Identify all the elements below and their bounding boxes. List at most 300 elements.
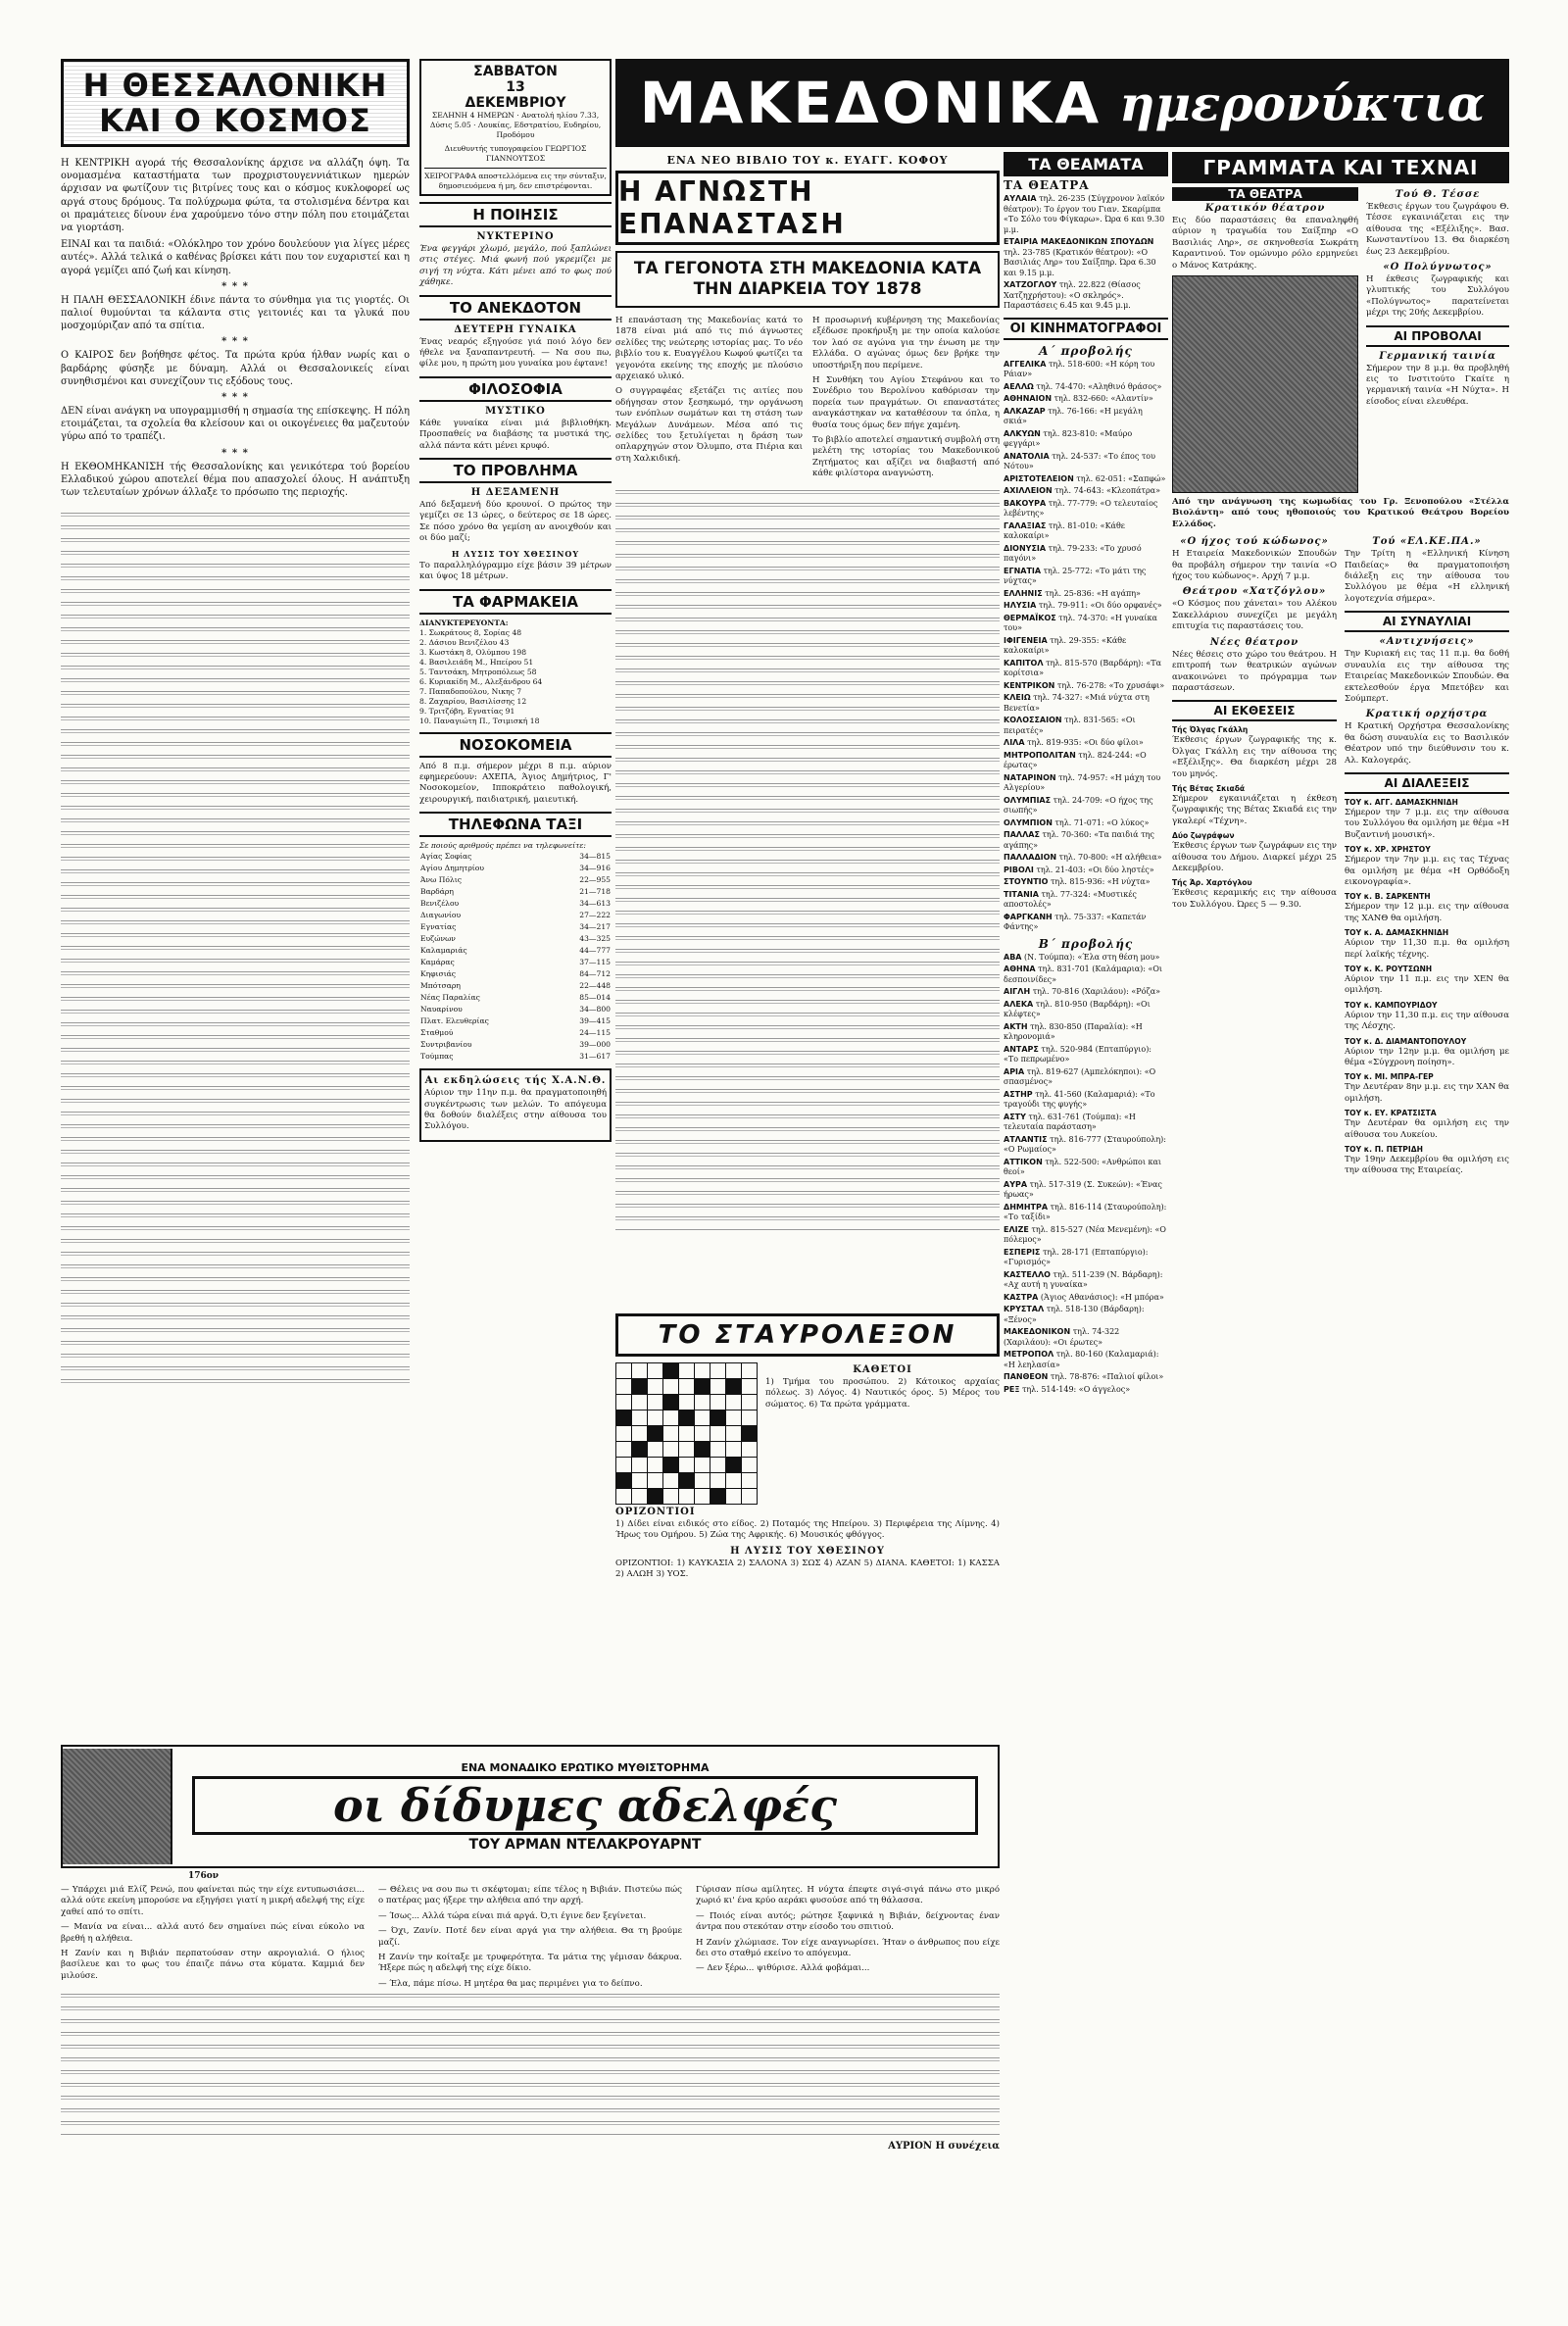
crossword-cell[interactable] [679,1473,695,1489]
cinema-name: ΣΤΟΥΝΤΙΟ [1004,877,1049,886]
article-body: Η ΚΕΝΤΡΙΚΗ αγορά τής Θεσσαλονίκης άρχισε να αλλάζη όψη. Τα ονομασμένα καταστήματα των προχριστουγεννιάτικων ημερών άρχισαν να φωτίζουν τις βιτρίνες τους και ο κόσμος κυκλοφορεί ως αργά στους δρόμους. Τα πολύχρωμα φώτα, τα στολισμένα δέντρα και οι πραμάτειες δίνουν ένα χαρούμενο τόνο στην πόλη που ετοιμάζεται να γιορτάση. ΕΙΝΑΙ και τα παιδιά: «Ολόκληρο τον χρόνο δουλεύουν για λίγες μέρες αυτές». Αλλά τελικά ο καθένας βρίσκει κάτι που τον ευχαριστεί και η αγορά γεμίζει από ζωή και κίνηση. * * * Η ΠΑΛΗ ΘΕΣΣΑΛΟΝΙΚΗ έδινε πάντα το σύνθημα για τις γιορτές. Οι παλιοί θυμούνται τα κάλαντα στις γειτονιές και τα γλυκά που μοσχομύριζαν από τα σπίτια. * * * Ο ΚΑΙΡΟΣ δεν βοήθησε φέτος. Τα πρώτα κρύα ήλθαν νωρίς και ο βαρδάρης φύσηξε με δύναμη. Αλλά οι Θεσσαλονικείς είναι συνηθισμένοι και συνεχίζουν τις εξόδους τους. * * * ΔΕΝ είναι ανάγκη να υπογραμμισθή η σημασία της επίσκεψης. Η πόλη ετοιμάζεται, τα σχολεία θα κλείσουν και οι οικογένειες θα μαζευτούν γύρω από το τραπέζι. * * * Η ΕΚΘΟΜΗΚΑΝΙΣΗ τής Θεσσαλονίκης και γενικότερα τού βορείου Ελλαδικού χώρου αποτελεί θέμα που απασχολεί όλους. Η ανάπτυξη των τελευταίων χρόνων άλλαξε το πρόσωπο της περιοχής. [61,157,410,1391]
cinema-program: τηλ. 819-935: «Οι δύο φίλοι» [1027,738,1144,747]
taxi-phone: 24—115 [579,1028,611,1038]
crossword-cell[interactable] [726,1410,742,1426]
crossword-cell[interactable] [648,1458,663,1473]
cinema-program: τηλ. 80-160 (Καλαμαριά): «Η λεηλασία» [1004,1350,1159,1369]
crossword-cell[interactable] [679,1442,695,1458]
crossword-cell[interactable] [742,1410,758,1426]
crossword-cell[interactable] [632,1426,648,1442]
cinema-program: τηλ. 824-244: «Ο έρωτας» [1004,750,1147,769]
list-item [1004,890,1168,911]
crossword-cell[interactable] [616,1363,632,1379]
paragraph: Η Συνθήκη του Αγίου Στεφάνου και το Συνέδριο του Βερολίνου καθόρισαν την πορεία των πραγμάτων. Οι επαναστάτες αναγκάστηκαν να καταθέσουν τα όπλα, η θυσία τους όμως δεν πήγε χαμένη. [812,375,1000,430]
crossword-cell[interactable] [616,1395,632,1410]
list-item [1004,1135,1168,1156]
paragraph: — Ποιός είναι αυτός; ρώτησε ξαφνικά η Βιβιάν, δείχνοντας έναν άντρα που στεκόταν στην είσοδο του σπιτιού. [696,1910,1000,1933]
cinema-program: τηλ. 832-660: «Αλαντίν» [1054,394,1153,403]
cinema-name: ΚΑΣΤΕΛΛΟ [1004,1269,1051,1279]
paragraph: — Θέλεις να σου πω τι σκέφτομαι; είπε τέλος η Βιβιάν. Πιστεύω πώς ο πατέρας μας ήξερε την αλήθεια από την αρχή. [378,1885,682,1906]
list-item [1004,429,1168,450]
crossword-cell[interactable] [679,1458,695,1473]
cinema-program: τηλ. 816-777 (Σταυρούπολη): «Ο Ρωμαίος» [1004,1134,1166,1154]
crossword-cell[interactable] [679,1489,695,1505]
crossword-cell[interactable] [742,1442,758,1458]
cinema-program: τηλ. 78-876: «Παλιοί φίλοι» [1050,1372,1164,1381]
paragraph: — Ίσως... Αλλά τώρα είναι πιά αργά. Ό,τι έγινε δεν ξεγίνεται. [378,1910,647,1921]
crossword-cell[interactable] [695,1426,710,1442]
paragraph: Ο συγγραφέας εξετάζει τις αιτίες που οδήγησαν στον ξεσηκωμό, την οργάνωση των ενόπλων σωμάτων και τη στάση των Μεγάλων Δυνάμεων. Μέσα από τις σελίδες του ξετυλίγεται η δράση των οπλαρχηγών στον Όλυμπο, στα Πιέρια και στη Χαλκιδική. [615,386,803,464]
crossword-cell[interactable] [648,1395,663,1410]
crossword-grid[interactable] [615,1362,758,1505]
sound-title: «Ο ήχος τού κώδωνος» [1180,536,1329,548]
poetry-text: Ένα φεγγάρι χλωμό, μεγάλο, πού ξαπλώνει στις στέγες. Μιά φωνή πού γκρεμίζει με σιγή τη νύχτα. Κάτι μένει από το φως πού χάθηκε. [419,244,612,288]
cinema-name: ΚΑΣΤΡΑ [1004,1292,1039,1302]
taxi-stand: Διαγωνίου [420,911,462,920]
crossword-cell[interactable] [726,1379,742,1395]
feature-headline-box [615,251,1000,308]
item-text: Σήμερον εγκαινιάζεται η έκθεση ζωγραφικής της Βέτας Σκιαδά εις την γκαλερί «Τέχνη». [1172,793,1337,826]
list-item: 4. Βασιλειάδη Μ., Ηπείρου 51 [419,657,534,667]
pharmacy-list [419,628,612,726]
cinema-program: τηλ. 70-360: «Τα παιδιά της αγάπης» [1004,830,1154,850]
crossword-cell[interactable] [648,1489,663,1505]
arts-theatre-text: Εις δύο παραστάσεις θα επαναληφθή αύριον η τραγωδία του Σαίξπηρ «Ο Βασιλιάς Ληρ», σε σκηνοθεσία Σωκράτη Καραντινού. Τον ομώνυμο ρόλο ερμηνεύει ο Μάνος Κατράκης. [1172,216,1358,271]
concerts-title: ΑΙ ΣΥΝΑΥΛΙΑΙ [1345,611,1509,632]
crossword-cell[interactable] [695,1473,710,1489]
list-item: 9. Τριτζόβη, Εγνατίας 91 [419,706,515,716]
crossword-cell[interactable] [679,1379,695,1395]
taxi-stand: Ευζώνων [420,934,456,944]
table-row [419,1051,612,1063]
cinema-program: τηλ. 79-911: «Οι δύο ορφανές» [1038,601,1162,610]
paragraph: Η επανάσταση της Μακεδονίας κατά το 1878 είναι μιά από τις πιό άγνωστες σελίδες της νεώτερης ιστορίας μας. Το νέο βιβλίο του κ. Ευαγγέλου Κωφού φωτίζει τα γεγονότα εκείνης της εποχής με πλούσιο αρχειακό υλικό. [615,316,803,382]
list-item [1004,499,1168,520]
cinema-program: τηλ. 62-051: «Σαπφώ» [1076,473,1166,483]
crossword-cell[interactable] [616,1489,632,1505]
crossword-cell[interactable] [616,1442,632,1458]
crossword-cell[interactable] [616,1458,632,1473]
cinema-program: τηλ. 79-233: «Το χρυσό παγόνι» [1004,543,1142,563]
item-heading: ΤΟΥ κ. Β. ΣΑΡΚΕΝΤΗ [1345,892,1431,902]
table-row [419,980,612,992]
taxi-phone: 37—115 [579,958,611,967]
taxi-phone: 39—000 [579,1040,611,1050]
cinema-program: τηλ. 24-537: «Το έπος του Νότου» [1004,451,1155,470]
cinema-name: ΦΑΡΓΚΑΝΗ [1004,912,1053,921]
cinema-name: ΚΡΥΣΤΑΛ [1004,1305,1045,1313]
cinema-program: τηλ. 77-779: «Ο τελευταίος λεβέντης» [1004,498,1158,518]
cinema-name: ΔΗΜΗΤΡΑ [1004,1202,1049,1212]
problem-subtitle: Η ΔΕΞΑΜΕΝΗ [470,487,561,499]
crossword-cell[interactable] [679,1426,695,1442]
sound-text: Η Εταιρεία Μακεδονικών Σπουδών θα προβάλη σήμερον την ταινία «Ο ήχος του κώδωνος». Αρχή 7 μ.μ. [1172,549,1337,582]
cinema-program: τηλ. 520-984 (Επταπύργιο): «Το πεπρωμένο» [1004,1044,1152,1064]
serial-kicker: ΕΝΑ ΜΟΝΑΔΙΚΟ ΕΡΩΤΙΚΟ ΜΥΘΙΣΤΟΡΗΜΑ [461,1760,710,1774]
cinema-program: τηλ. 631-761 (Τούμπα): «Η τελευταία παράσταση» [1004,1112,1136,1131]
taxi-phone: 39—415 [579,1016,611,1026]
crossword-cell[interactable] [616,1473,632,1489]
taxi-phone: 43—325 [579,934,611,944]
crossword-cell[interactable] [632,1458,648,1473]
list-item [1004,589,1168,600]
crossword-cell[interactable] [648,1426,663,1442]
cinema-program: τηλ. 71-071: «Ο λύκος» [1054,817,1150,827]
text-filler [615,486,1000,1231]
paragraph: — Δεν ξέρω... ψιθύρισε. Αλλά φοβάμαι... [696,1963,870,1974]
crossword-cell[interactable] [695,1410,710,1426]
paragraph: — Μανία να είναι... αλλά αυτό δεν σημαίνει πώς είναι εύκολο να βρεθή η αλήθεια. [61,1922,365,1944]
table-row [419,851,612,863]
cinema-name: ΜΕΤΡΟΠΟΛ [1004,1350,1054,1359]
serial-footer: ΑΥΡΙΟΝ Η συνέχεια [888,2141,1000,2153]
crossword-cell[interactable] [710,1395,726,1410]
cinema-name: ΕΛΛΗΝΙΣ [1004,588,1043,598]
item-heading: ΤΟΥ κ. Π. ΠΕΤΡΙΔΗ [1345,1145,1423,1155]
crossword-cell[interactable] [726,1426,742,1442]
crossword-cell[interactable] [679,1363,695,1379]
problem-title: ΤΟ ΠΡΟΒΛΗΜΑ [419,458,612,483]
feature-title-box [615,171,1000,245]
crossword-cell[interactable] [742,1426,758,1442]
cinema-name: ΑΘΗΝΑ [1004,965,1036,973]
cinema-program: τηλ. 70-816 (Χαριλάου): «Ρόζα» [1032,987,1161,996]
serial-novel [61,1745,1000,2294]
concerts-text: Την Κυριακή εις τας 11 π.μ. θα δοθή συναυλία εις την αίθουσα της Εταιρείας Μακεδονικών Σπουδών. Θα εκτελεσθούν έργα Μπετόβεν και Σούμπερτ. [1345,649,1509,704]
taxi-phone: 21—718 [579,887,611,897]
crossword-cell[interactable] [726,1395,742,1410]
feature-kicker: ΕΝΑ ΝΕΟ ΒΙΒΛΙΟ ΤΟΥ κ. ΕΥΑΓΓ. ΚΟΦΟΥ [666,154,949,167]
taxi-phone: 84—712 [579,969,611,979]
crossword-cell[interactable] [632,1489,648,1505]
item-text: Σήμερον την 7 μ.μ. εις την αίθουσα του Συλλόγου θα ομιλήση με θέμα «Η Βυζαντινή μουσική». [1345,807,1509,840]
crossword-cell[interactable] [632,1442,648,1458]
item-heading: Δύο ζωγράφων [1172,831,1235,841]
cinema-program: τηλ. 830-850 (Παραλία): «Η κληρονομιά» [1004,1021,1143,1041]
taxi-phone: 34—217 [579,922,611,932]
crossword-solution-title: Η ΛΥΣΙΣ ΤΟΥ ΧΘΕΣΙΝΟΥ [730,1545,885,1557]
list-item [1004,693,1168,714]
crossword-cell[interactable] [663,1458,679,1473]
cinema-name: ΚΑΠΙΤΟΛ [1004,658,1044,668]
column-info [419,59,612,1784]
club-title: Αι εκδηλώσεις τής Χ.Α.Ν.Θ. [424,1075,607,1087]
date-day: 13 [506,79,525,95]
pharmacies-title: ΤΑ ΦΑΡΜΑΚΕΙΑ [419,589,612,615]
item-text: Την 19ην Δεκεμβρίου θα ομιλήση εις την αίθουσα της Εταιρείας. [1345,1155,1509,1176]
list-item [1004,1158,1168,1178]
crossword-cell[interactable] [632,1410,648,1426]
list-item [1004,1022,1168,1043]
crossword-cell[interactable] [742,1473,758,1489]
crossword-cell[interactable] [742,1489,758,1505]
list-item [1004,452,1168,472]
cinema-program: τηλ. 74-470: «Αληθινό θράσος» [1036,381,1162,391]
taxi-stand: Αγίας Σοφίας [420,852,472,862]
crossword-cell[interactable] [710,1410,726,1426]
elkepa-text: Την Τρίτη η «Ελληνική Κίνηση Παιδείας» θα πραγματοποιήση διάλεξη εις την αίθουσα του Συλλόγου με θέμα «Η ελληνική λογοτεχνία σήμερα». [1345,549,1509,604]
list-item [1004,681,1168,692]
list-item [1004,965,1168,985]
list-item [1004,773,1168,794]
crossword-cell[interactable] [663,1395,679,1410]
elkepa-title: Τού «ΕΛ.ΚΕ.ΠΑ.» [1372,536,1482,548]
list-item [1004,1305,1168,1325]
crossword-cell[interactable] [695,1442,710,1458]
list-item: 2. Δάσιου Βενιζέλου 43 [419,637,510,647]
crossword-across-clues: 1) Δίδει είναι ειδικός στο είδος. 2) Ποταμός της Ηπείρου. 3) Περιφέρεια της Λίμνης. 4) Ήρως του Ομήρου. 5) Ζώα της Αφρικής. 6) Μουσικός φθόγγος. [615,1519,1000,1541]
item-heading: ΤΟΥ κ. ΚΑΜΠΟΥΡΙΔΟΥ [1345,1000,1438,1010]
cinema-name: ΕΣΠΕΡΙΣ [1004,1247,1041,1257]
cinema-name: ΡΕΞ [1004,1384,1020,1394]
cinema-program: τηλ. 518-600: «Η κόρη του Ράιαν» [1004,359,1155,378]
item-heading: ΤΟΥ κ. Δ. ΔΙΑΜΑΝΤΟΠΟΥΛΟΥ [1345,1036,1467,1046]
crossword-cell[interactable] [695,1458,710,1473]
serial-author: ΤΟΥ ΑΡΜΑΝ ΝΤΕΛΑΚΡΟΥΑΡΝΤ [468,1836,702,1853]
taxi-stand: Καλαμαριάς [420,946,467,956]
crossword-cell[interactable] [648,1410,663,1426]
list-item [1004,1045,1168,1065]
list-item [1004,1248,1168,1268]
crossword-cell[interactable] [695,1363,710,1379]
crossword-cell[interactable] [632,1363,648,1379]
club-text: Αύριον την 11ην π.μ. θα πραγματοποιηθή συγκέντρωσις των μελών. Το απόγευμα θα δοθούν διαλέξεις στην αίθουσα του Συλλόγου. [424,1088,607,1132]
taxi-phone: 22—955 [579,875,611,885]
crossword-cell[interactable] [742,1363,758,1379]
masthead [615,59,1509,147]
rehearsal-photo [1172,275,1358,493]
arts-theatre-title: ΤΑ ΘΕΑΤΡΑ [1172,187,1358,201]
crossword-cell[interactable] [648,1363,663,1379]
list-item [1004,567,1168,587]
date-month: ΔΕΚΕΜΒΡΙΟΥ [465,95,566,111]
cinema-program: τηλ. 819-627 (Αμπελόκηποι): «Ο σπασμένος» [1004,1066,1156,1086]
crossword-cell[interactable] [648,1379,663,1395]
taxi-stand: Βενιζέλου [420,899,460,909]
crossword-cell[interactable] [648,1473,663,1489]
arts-section-title: ΓΡΑΜΜΑΤΑ ΚΑΙ ΤΕΧΝΑΙ [1172,152,1509,183]
item-text: Έκθεσις κεραμικής εις την αίθουσα του Συλλόγου. Ώρες 5 — 9.30. [1172,888,1337,910]
crossword-cell[interactable] [663,1410,679,1426]
crossword-cell[interactable] [663,1426,679,1442]
cinemas-title: ΟΙ ΚΙΝΗΜΑΤΟΓΡΑΦΟΙ [1004,318,1168,340]
crossword-cell[interactable] [616,1410,632,1426]
paragraph: Η Ζανίν την κοίταξε με τρυφερότητα. Τα μάτια της γέμισαν δάκρυα. Ήξερε πώς η αδελφή της είχε δίκιο. [378,1953,682,1974]
crossword-cell[interactable] [742,1458,758,1473]
item-heading: ΤΟΥ κ. Α. ΔΑΜΑΣΚΗΝΙΔΗ [1345,928,1449,938]
club-box [419,1068,612,1142]
exhibition-list [1172,725,1337,911]
crossword-title-box [615,1313,1000,1357]
crossword-cell[interactable] [726,1442,742,1458]
list-item [1004,614,1168,634]
list-item [1004,486,1168,497]
arts-theatre-sub: Κρατικόν θέατρον [1204,203,1326,214]
crossword-cell[interactable] [726,1363,742,1379]
list-item: 6. Κυριακίδη Μ., Αλεξάνδρου 64 [419,676,543,686]
feature-headline: ΤΑ ΓΕΓΟΝΟΤΑ ΣΤΗ ΜΑΚΕΔΟΝΙΑ ΚΑΤΑ ΤΗΝ ΔΙΑΡΚΕΙΑ ΤΟΥ 1878 [633,259,982,299]
crossword-cell[interactable] [710,1426,726,1442]
feature-title: Η ΑΓΝΩΣΤΗ ΕΠΑΝΑΣΤΑΣΗ [618,175,846,240]
cinema-name: ΙΦΙΓΕΝΕΙΑ [1004,635,1048,645]
taxi-title: ΤΗΛΕΦΩΝΑ ΤΑΞΙ [419,812,612,837]
crossword-cell[interactable] [632,1395,648,1410]
list-item [1004,1180,1168,1201]
cinema-program: τηλ. 28-171 (Επταπύργιο): «Γυρισμός» [1004,1247,1149,1266]
list-item [1004,866,1168,876]
cinema-name: ΑΝΑΤΟΛΙΑ [1004,451,1050,461]
item-text: Αύριον την 12ην μ.μ. θα ομιλήση με θέμα «Σύγχρονη ποίηση». [1345,1046,1509,1068]
taxi-phone: 22—448 [579,981,611,991]
feature-article [615,152,1000,1309]
crossword-cell[interactable] [742,1379,758,1395]
proboles-title: ΑΙ ΠΡΟΒΟΛΑΙ [1366,325,1509,347]
crossword-cell[interactable] [663,1363,679,1379]
list-item [1004,818,1168,829]
poetry-title: Η ΠΟΙΗΣΙΣ [419,202,612,227]
list-item [1004,659,1168,679]
taxi-stand: Τούμπας [420,1052,454,1062]
table-row [419,992,612,1004]
cinema-name: ΑΛΚΥΩΝ [1004,428,1041,438]
crossword-cell[interactable] [679,1410,695,1426]
crossword-down-title: ΚΑΘΕΤΟΙ [853,1364,912,1375]
serial-episode: 176ον [188,1871,220,1881]
cinema-name: ΠΑΛΛΑΔΙΟΝ [1004,853,1057,862]
taxi-stand: Αγίου Δημητρίου [420,864,484,873]
crossword-cell[interactable] [695,1489,710,1505]
column-theatre [1004,152,1168,2289]
taxi-stand: Πλατ. Ελευθερίας [420,1016,489,1026]
cinema-program: (Άγιος Αθανάσιος): «Η μπόρα» [1040,1292,1164,1302]
cinema-name: ΟΛΥΜΠΙΟΝ [1004,817,1053,827]
section-title-line1: Η ΘΕΣΣΑΛΟΝΙΚΗ [82,67,388,104]
item-heading: ΤΟΥ κ. ΕΥ. ΚΡΑΤΣΙΣΤΑ [1345,1109,1437,1118]
cinema-name: ΕΛΙΖΕ [1004,1224,1029,1234]
table-row [419,1027,612,1039]
paragraph: Η Ζανίν χλώμιασε. Τον είχε αναγνωρίσει. Ήταν ο άνθρωπος που είχε δει στο σταθμό εκείνο το απόγευμα. [696,1937,1000,1959]
taxi-stand: Καμάρας [420,958,455,967]
text-filler [61,1990,1000,2137]
orchestra-text: Η Κρατική Ορχήστρα Θεσσαλονίκης θα δώση συναυλία εις το Βασιλικόν Θέατρον υπό την διεύθυνσιν του κ. Αλ. Καλογεράς. [1345,721,1509,766]
crossword-cell[interactable] [710,1458,726,1473]
crossword-cell[interactable] [726,1458,742,1473]
list-item [1004,360,1168,380]
cinema-name: ΓΑΛΑΞΙΑΣ [1004,520,1047,530]
item-heading: Τής Βέτας Σκιαδά [1172,783,1246,793]
cinema-program: τηλ. 815-527 (Νέα Μενεμένη): «Ο πόλεμος» [1004,1224,1166,1244]
masthead-title-part1: ΜΑΚΕΔΟΝΙΚΑ [639,70,1102,136]
paragraph: — Έλα, πάμε πίσω. Η μητέρα θα μας περιμένει για το δείπνο. [378,1978,643,1989]
cinema-name: ΑΝΤΑΡΣ [1004,1044,1039,1054]
crossword-cell[interactable] [616,1379,632,1395]
crossword-cell[interactable] [663,1473,679,1489]
concerts-sub: «Αντιχνήσεις» [1379,636,1475,648]
crossword-cell[interactable] [616,1426,632,1442]
crossword-cell[interactable] [710,1489,726,1505]
philosophy-subtitle: ΜΥΣΤΙΚΟ [485,405,546,417]
cinema-program: τηλ. 522-500: «Ανθρώποι και θεοί» [1004,1157,1162,1176]
list-item [1004,1372,1168,1383]
crossword-cell[interactable] [742,1395,758,1410]
cinema-name: ΕΓΝΑΤΙΑ [1004,566,1042,575]
cinema-program: τηλ. 815-936: «Η νύχτα» [1051,877,1151,886]
problem-answer-title: Η ΛΥΣΙΣ ΤΟΥ ΧΘΕΣΙΝΟΥ [451,548,580,559]
crossword-cell[interactable] [726,1473,742,1489]
column-thessaloniki [61,59,410,1539]
item-text: Σήμερον την 7ην μ.μ. εις τας Τέχνας θα ομιλήση με θέμα «Η Ορθόδοξη εικονογραφία». [1345,855,1509,887]
cinema-program: τηλ. 74-370: «Η γυναίκα του» [1004,613,1157,632]
crossword-section [615,1313,1000,1737]
cinema-program: τηλ. 74-327: «Μιά νύχτα στη Βενετία» [1004,693,1150,713]
taxi-phone: 85—014 [579,993,611,1003]
taxi-stand: Μπότσαρη [420,981,461,991]
orchestra-title: Κρατική ορχήστρα [1365,709,1489,720]
cinema-program: τηλ. 75-337: «Καπετάν Φάντης» [1004,912,1147,931]
cinemas-first-run: Α΄ προβολής [1039,343,1133,358]
cinema-program: τηλ. 24-709: «Ο ήχος της σιωπής» [1004,795,1153,815]
crossword-cell[interactable] [710,1379,726,1395]
polygnotos-title: «Ο Πολύγνωτος» [1383,262,1493,273]
cinema-program: τηλ. 41-560 (Καλαμαριά): «Το τραγούδι της φυγής» [1004,1089,1155,1109]
list-item: ΑΥΛΑΙΑ τηλ. 26-235 (Σύγχρονον λαϊκόν θέατρον): Το έργον του Γιαν. Σκαρίμπα «Το Σόλο του Φίγκαρω». Ώρα 6 και 9.30 μ.μ. [1004,194,1165,234]
paragraph: — Υπάρχει μιά Ελίζ Ρενώ, που φαίνεται πώς την είχε εντυπωσιάσει... αλλά ούτε εκείνη μπορούσε να εξηγήσει γιατί η μικρή αδελφή της είχε χαθεί από το σπίτι. [61,1885,365,1917]
cinema-program: τηλ. 74-322 (Χαριλάου): «Οι έρωτες» [1004,1327,1120,1347]
crossword-solution: ΟΡΙΖΟΝΤΙΟΙ: 1) ΚΑΥΚΑΣΙΑ 2) ΣΑΛΟΝΑ 3) ΣΩΣ 4) ΑΖΑΝ 5) ΔΙΑΝΑ. ΚΑΘΕΤΟΙ: 1) ΚΑΣΣΑ 2) ΑΛΩΗ 3) ΥΟΣ. [615,1558,1000,1580]
crossword-cell[interactable] [632,1473,648,1489]
taxi-phone: 34—916 [579,864,611,873]
cinema-program: τηλ. 831-565: «Οι πειρατές» [1004,716,1136,735]
cinema-name: ΑΣΤΗΡ [1004,1089,1033,1099]
cinema-name: ΘΕΡΜΑΪΚΟΣ [1004,613,1056,622]
crossword-cell[interactable] [632,1379,648,1395]
crossword-cell[interactable] [695,1379,710,1395]
cinema-name: ΑΙΓΛΗ [1004,987,1031,996]
crossword-cell[interactable] [679,1395,695,1410]
item-heading: ΤΟΥ κ. Κ. ΡΟΥΤΣΩΝΗ [1345,965,1433,973]
anecdote-text: Ένας νεαρός εξηγούσε γιά ποιό λόγο δεν ήθελε να ξαναπαντρευτή. — Να σου πω, φίλε μου, η πρώτη μου γυναίκα μου έφτανε! [419,336,612,370]
cinema-name: ΑΓΓΕΛΙΚΑ [1004,359,1047,369]
crossword-cell[interactable] [726,1489,742,1505]
item-heading: ΤΟΥ κ. ΧΡ. ΧΡΗΣΤΟΥ [1345,845,1431,855]
crossword-cell[interactable] [663,1489,679,1505]
crossword-cell[interactable] [663,1379,679,1395]
table-row [419,863,612,874]
cinema-name: ΗΛΥΣΙΑ [1004,601,1037,610]
crossword-cell[interactable] [710,1473,726,1489]
manuscripts-note: ΧΕΙΡΟΓΡΑΦΑ αποστελλόμενα εις την σύνταξιν, δημοσιευόμενα ή μη, δεν επιστρέφονται. [424,168,607,191]
list-item [1004,394,1168,405]
cinema-name: ΠΑΛΛΑΣ [1004,830,1040,839]
crossword-cell[interactable] [710,1363,726,1379]
list-item: ΕΤΑΙΡΙΑ ΜΑΚΕΔΟΝΙΚΩΝ ΣΠΟΥΔΩΝ τηλ. 23-785 (Κρατικόν θέατρον): «Ο Βασιλιάς Ληρ» του Σαίξπηρ. Ώρα 6.30 και 9.15 μ.μ. [1004,237,1156,277]
crossword-cell[interactable] [710,1442,726,1458]
anecdote-subtitle: ΔΕΥΤΕΡΗ ΓΥΝΑΙΚΑ [454,323,577,335]
cinema-name: ΑΘΗΝΑΙΟΝ [1004,394,1053,403]
crossword-cell[interactable] [648,1442,663,1458]
text-filler [61,509,410,1391]
theatre-subtitle: ΤΑ ΘΕΑΤΡΑ [1004,178,1090,192]
list-item [1004,853,1168,864]
paragraph: Η ΠΑΛΗ ΘΕΣΣΑΛΟΝΙΚΗ έδινε πάντα το σύνθημα για τις γιορτές. Οι παλιοί θυμούνται τα κάλαντα στις γειτονιές και τα γλυκά που μοσχομύριζαν από τα σπίτια. [61,294,410,332]
anecdote-title: ΤΟ ΑΝΕΚΔΟΤΟΝ [419,295,612,321]
lecture-list [1345,798,1509,1177]
lectures-title: ΑΙ ΔΙΑΛΕΞΕΙΣ [1345,772,1509,794]
list-item: 7. Παπαδοπούλου, Νικης 7 [419,686,522,696]
crossword-cell[interactable] [663,1442,679,1458]
crossword-cell[interactable] [695,1395,710,1410]
cinema-name: ΜΗΤΡΟΠΟΛΙΤΑΝ [1004,750,1076,760]
